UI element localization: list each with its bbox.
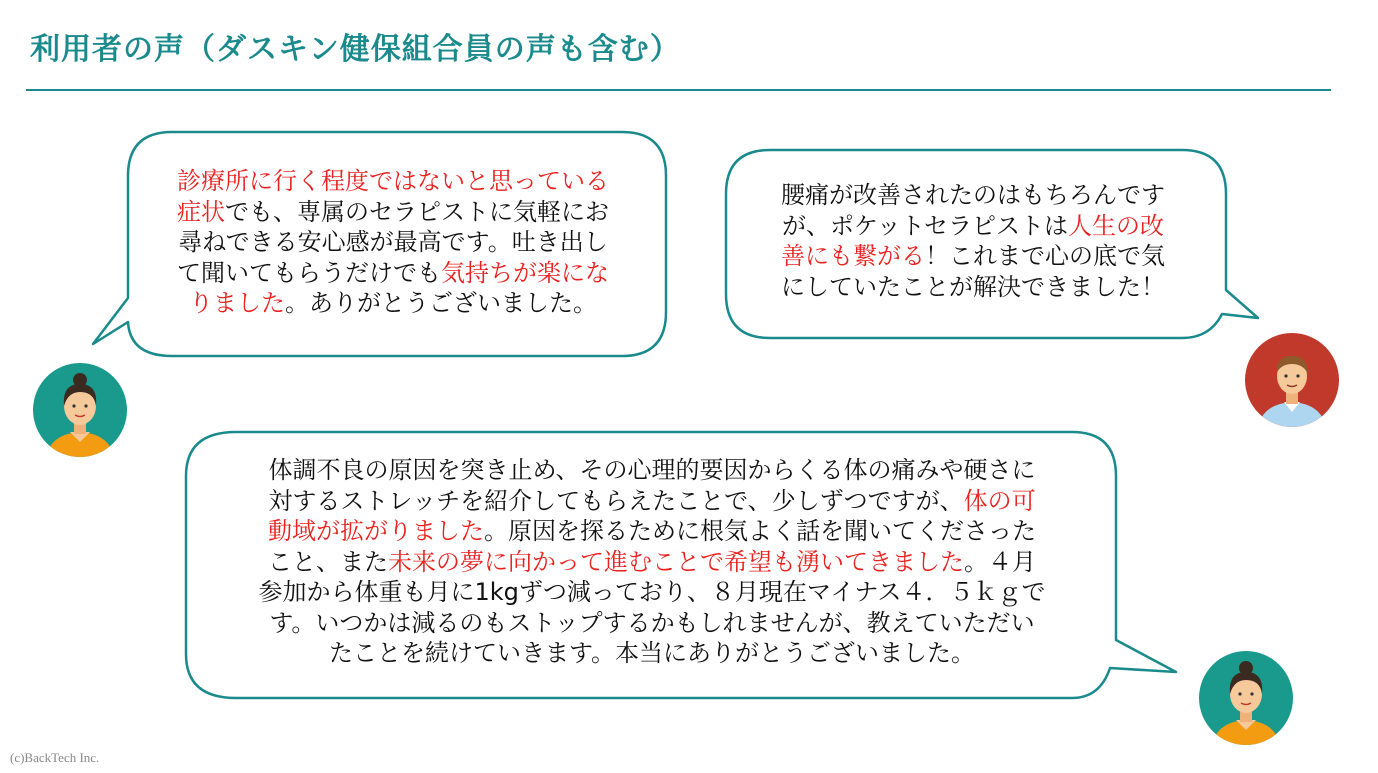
text-segment: て聞いてもらうだけでも	[177, 258, 441, 287]
bubble-text-line	[192, 608, 1112, 639]
text-segment: でも、専属のセラピストに気軽にお	[225, 197, 609, 226]
bubble-text-line	[192, 547, 1112, 578]
bubble-3-text	[192, 455, 1112, 669]
text-segment: たことを続けていきます。本当にありがとうございました。	[328, 639, 976, 667]
highlighted-text: 未来の夢に向かって進むことで希望も湧いてきました	[388, 547, 964, 576]
text-segment: す。いつかは減るのもストップするかもしれませんが、教えていただい	[269, 608, 1035, 637]
bubble-text-line	[192, 516, 1112, 547]
bubble-text-line	[738, 241, 1208, 272]
text-segment: 。ありがとうございました。	[285, 289, 597, 317]
highlighted-text: 診療所に行く程度ではないと思っている	[177, 167, 609, 195]
highlighted-text: 症状	[177, 197, 225, 226]
bubble-text-line	[738, 180, 1208, 211]
highlighted-text: 体の可	[963, 486, 1036, 515]
bubble-text-line	[192, 455, 1112, 486]
female-user-avatar-icon	[32, 362, 128, 458]
bubble-text-line	[192, 638, 1112, 669]
bubble-text-line	[138, 166, 648, 197]
copyright-notice: (c)BackTech Inc.	[10, 750, 100, 765]
text-segment: 腰痛が改善されたのはもちろんです	[781, 181, 1165, 209]
page-title: 利用者の声（ダスキン健保組合員の声も含む）	[30, 32, 681, 67]
bubble-2-text	[738, 180, 1208, 302]
highlighted-text: 動域が拡がりました	[268, 517, 484, 545]
bubble-text-line	[138, 288, 648, 319]
text-segment: 対するストレッチを紹介してもらえたことで、少しずつですが、	[268, 486, 964, 515]
bubble-text-line	[138, 227, 648, 258]
bubble-text-line	[138, 258, 648, 289]
text-segment: にしていたことが解決できました！	[781, 272, 1165, 301]
bubble-1-text	[138, 166, 648, 319]
text-segment: こと、また	[268, 547, 388, 576]
text-segment: 。４月	[964, 547, 1036, 576]
highlighted-text: りました	[189, 289, 285, 317]
text-segment: 尋ねできる安心感が最高です。吐き出し	[178, 228, 608, 256]
female-user-avatar-icon	[1198, 650, 1294, 746]
bubble-text-line	[138, 197, 648, 228]
male-user-avatar-icon	[1244, 332, 1340, 428]
highlighted-text: 人生の改	[1068, 211, 1165, 240]
text-segment: 体調不良の原因を突き止め、その心理的要因からくる体の痛みや硬さに	[268, 456, 1036, 484]
bubble-text-line	[192, 577, 1112, 608]
text-segment: 。原因を探るために根気よく話を聞いてくださった	[484, 517, 1036, 545]
bubble-text-line	[738, 272, 1208, 303]
highlighted-text: 善にも繋がる	[781, 242, 925, 270]
text-segment: ！これまで心の底で気	[925, 242, 1165, 270]
highlighted-text: 気持ちが楽にな	[441, 258, 609, 287]
text-segment: 参加から体重も月に1kgずつ減っており、８月現在マイナス４．５ｋｇで	[258, 578, 1046, 606]
bubble-text-line	[192, 486, 1112, 517]
bubble-text-line	[738, 211, 1208, 242]
text-segment: が、ポケットセラピストは	[781, 211, 1069, 240]
